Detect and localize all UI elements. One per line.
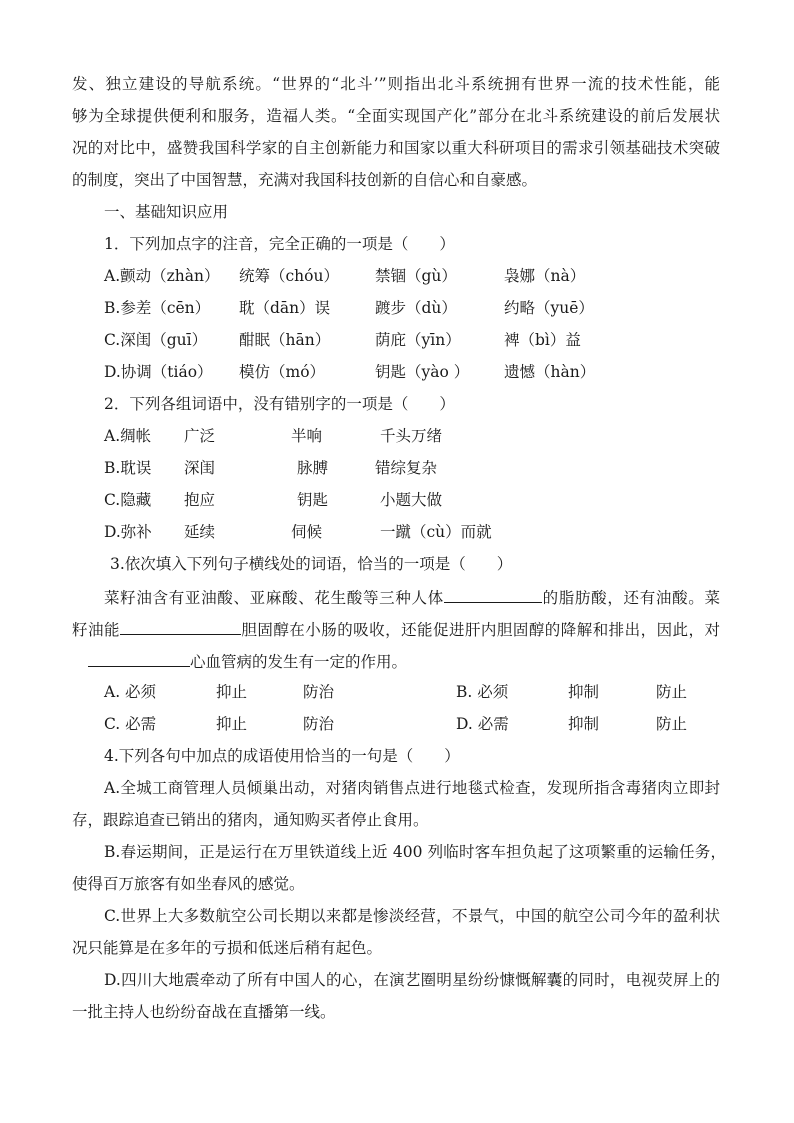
q2-d-word-3: 伺候 bbox=[291, 523, 323, 541]
q3-option-c-word-3: 防治 bbox=[303, 715, 335, 733]
q2-c-word-3: 钥匙 bbox=[297, 491, 329, 509]
q1-d-word-4: 遗憾（hàn） bbox=[504, 363, 596, 381]
q1-b-word-2: 耽（dān）误 bbox=[239, 299, 331, 317]
q1-d-word-3: 钥匙（yào ） bbox=[375, 363, 470, 381]
q4-option-b-line-1: B.春运期间，正是运行在万里铁道线上近 400 列临时客车担负起了这项繁重的运输任务， bbox=[104, 843, 726, 861]
q3-passage-line-2 bbox=[72, 618, 720, 640]
q1-stem: 1．下列加点字的注音，完全正确的一项是（ ） bbox=[104, 235, 455, 253]
q2-a-word-4: 千头万绪 bbox=[380, 427, 443, 445]
q3-option-c-word-2: 抑止 bbox=[216, 715, 248, 733]
section-heading: 一、基础知识应用 bbox=[104, 203, 229, 221]
q3-option-c-word-1: C. 必需 bbox=[104, 715, 157, 733]
q3-option-d-word-1: D. 必需 bbox=[456, 715, 509, 733]
q3-passage-a2: 的脂肪酸，还有油酸。菜 bbox=[541, 589, 720, 607]
q3-option-d-word-3: 防止 bbox=[656, 715, 688, 733]
q4-option-a-line-2: 存，跟踪追查已销出的猪肉，通知购买者停止食用。 bbox=[72, 811, 429, 829]
q3-passage-a1: 菜籽油含有亚油酸、亚麻酸、花生酸等三种人体 bbox=[104, 589, 444, 607]
q3-option-b-word-3: 防止 bbox=[656, 683, 688, 701]
q2-b-word-3: 脉膊 bbox=[297, 459, 329, 477]
q3-option-a-word-1: A. 必须 bbox=[104, 683, 157, 701]
q2-c-word-1: C.隐藏 bbox=[104, 491, 152, 509]
q4-option-c-line-2: 况只能算是在多年的亏损和低迷后稍有起色。 bbox=[72, 939, 383, 957]
q2-b-word-1: B.耽误 bbox=[104, 459, 152, 477]
q2-d-word-4: 一蹴（cù）而就 bbox=[380, 523, 492, 541]
q4-option-a-line-1: A.全城工商管理人员倾巢出动，对猪肉销售点进行地毯式检查，发现所指含毒猪肉立即封 bbox=[104, 779, 720, 797]
q1-b-word-4: 约略（yuē） bbox=[504, 299, 594, 317]
q1-a-word-2: 统筹（chóu） bbox=[239, 267, 339, 285]
q1-d-word-1: D.协调（tiáo） bbox=[104, 363, 213, 381]
q4-option-d-line-2: 一批主持人也纷纷奋战在直播第一线。 bbox=[72, 1003, 336, 1021]
q2-b-word-2: 深闺 bbox=[184, 459, 216, 477]
fill-blank-3 bbox=[88, 650, 190, 667]
q4-option-c-line-1: C.世界上大多数航空公司长期以来都是惨淡经营，不景气，中国的航空公司今年的盈利状 bbox=[104, 907, 720, 925]
intro-line-3: 况的对比中，盛赞我国科学家的自主创新能力和国家以重大科研项目的需求引领基础技术突破 bbox=[72, 139, 720, 157]
q2-a-word-3: 半响 bbox=[291, 427, 323, 445]
fill-blank-1 bbox=[444, 586, 542, 603]
q1-a-word-3: 禁锢（gù） bbox=[375, 267, 457, 285]
q3-option-a-word-2: 抑止 bbox=[216, 683, 248, 701]
q1-c-word-4: 裨（bì）益 bbox=[504, 331, 581, 349]
q2-a-word-1: A.绸帐 bbox=[104, 427, 152, 445]
intro-line-4: 的制度，突出了中国智慧，充满对我国科技创新的自信心和自豪感。 bbox=[72, 171, 538, 189]
q3-option-a-word-3: 防治 bbox=[303, 683, 335, 701]
q3-passage-c2: 心血管病的发生有一定的作用。 bbox=[190, 653, 408, 671]
q2-c-word-4: 小题大做 bbox=[380, 491, 443, 509]
q2-d-word-2: 延续 bbox=[184, 523, 216, 541]
q1-b-word-1: B.参差（cēn） bbox=[104, 299, 211, 317]
q1-c-word-2: 酣眠（hān） bbox=[239, 331, 331, 349]
q1-b-word-3: 踱步（dù） bbox=[375, 299, 457, 317]
q3-option-b-word-2: 抑制 bbox=[568, 683, 600, 701]
q3-passage-b1: 籽油能 bbox=[72, 621, 120, 639]
q2-c-word-2: 抱应 bbox=[184, 491, 216, 509]
intro-line-2: 够为全球提供便利和服务，造福人类。“全面实现国产化”部分在北斗系统建设的前后发展状 bbox=[72, 107, 720, 125]
q1-c-word-1: C.深闺（guī） bbox=[104, 331, 208, 349]
q3-stem: 3.依次填入下列句子横线处的词语，恰当的一项是（ ） bbox=[110, 555, 513, 573]
q3-option-d-word-2: 抑制 bbox=[568, 715, 600, 733]
q1-d-word-2: 模仿（mó） bbox=[239, 363, 326, 381]
q4-option-b-line-2: 使得百万旅客有如坐春风的感觉。 bbox=[72, 875, 305, 893]
q3-passage-line-1 bbox=[104, 586, 720, 608]
q1-c-word-3: 荫庇（yīn） bbox=[375, 331, 461, 349]
q2-b-word-4: 错综复杂 bbox=[375, 459, 438, 477]
q3-passage-line-3 bbox=[88, 650, 407, 672]
fill-blank-2 bbox=[120, 618, 241, 635]
q1-a-word-4: 袅娜（nà） bbox=[504, 267, 586, 285]
q2-stem: 2．下列各组词语中，没有错别字的一项是（ ） bbox=[104, 395, 455, 413]
q2-a-word-2: 广泛 bbox=[184, 427, 216, 445]
q4-option-d-line-1: D.四川大地震牵动了所有中国人的心，在演艺圈明星纷纷慷慨解囊的同时，电视荧屏上的 bbox=[104, 971, 720, 989]
q4-stem: 4.下列各句中加点的成语使用恰当的一句是（ ） bbox=[104, 747, 460, 765]
intro-line-1: 发、独立建设的导航系统。“世界的“北斗’”则指出北斗系统拥有世界一流的技术性能，能 bbox=[72, 75, 720, 93]
q2-d-word-1: D.弥补 bbox=[104, 523, 152, 541]
q3-passage-b2: 胆固醇在小肠的吸收，还能促进肝内胆固醇的降解和排出，因此，对 bbox=[240, 621, 720, 639]
q3-option-b-word-1: B. 必须 bbox=[456, 683, 509, 701]
q1-a-word-1: A.颤动（zhàn） bbox=[104, 267, 220, 285]
